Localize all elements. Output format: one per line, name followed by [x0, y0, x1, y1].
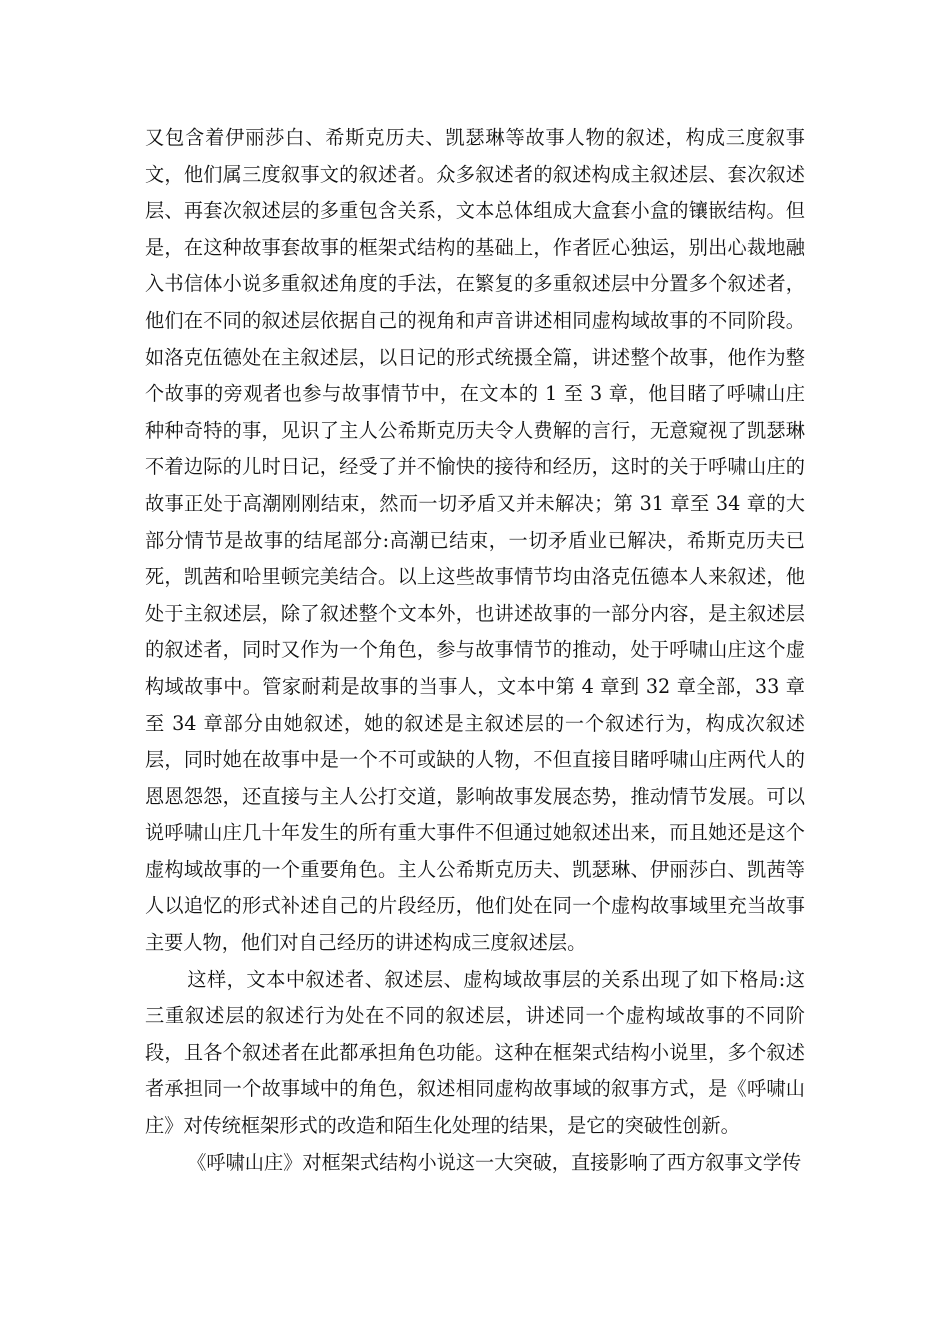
paragraph: 《呼啸山庄》对框架式结构小说这一大突破，直接影响了西方叙事文学传 [187, 1150, 802, 1174]
paragraph: 这样，文本中叙述者、叙述层、虚构域故事层的关系出现了如下格局:这三重叙述层的叙述行为处在不同的叙述层，讲述同一个虚构域故事的不同阶段，且各个叙述者在此都承担角色功能。这种在框架式结构小说里，多个叙述者承担同一个故事域中的角色，叙述相同虚构故事域的叙事方式，是《呼啸山庄》对传统框架形式的改造和陌生化处理的结果，是它的突破性创新。 [145, 967, 805, 1138]
body-text [145, 120, 805, 1181]
paragraph-continued: 又包含着伊丽莎白、希斯克历夫、凯瑟琳等故事人物的叙述，构成三度叙事文，他们属三度叙事文的叙述者。众多叙述者的叙述构成主叙述层、套次叙述层、再套次叙述层的多重包含关系，文本总体组成大盒套小盒的镶嵌结构。但是，在这种故事套故事的框架式结构的基础上，作者匠心独运，别出心裁地融入书信体小说多重叙述角度的手法，在繁复的多重叙述层中分置多个叙述者，他们在不同的叙述层依据自己的视角和声音讲述相同虚构域故事的不同阶段。如洛克伍德处在主叙述层，以日记的形式统摄全篇，讲述整个故事，他作为整个故事的旁观者也参与故事情节中，在文本的 1 至 3 章，他目睹了呼啸山庄种种奇特的事，见识了主人公希斯克历夫令人费解的言行，无意窥视了凯瑟琳不着边际的儿时日记，经受了并不愉快的接待和经历，这时的关于呼啸山庄的故事正处于高潮刚刚结束，然而一切矛盾又并未解决；第 31 章至 34 章的大部分情节是故事的结尾部分:高潮已结束，一切矛盾业已解决，希斯克历夫已死，凯茜和哈里顿完美结合。以上这些故事情节均由洛克伍德本人来叙述，他处于主叙述层，除了叙述整个文本外，也讲述故事的一部分内容，是主叙述层的叙述者，同时又作为一个角色，参与故事情节的推动，处于呼啸山庄这个虚构域故事中。管家耐莉是故事的当事人，文本中第 4 章到 32 章全部，33 章至 34 章部分由她叙述，她的叙述是主叙述层的一个叙述行为，构成次叙述层，同时她在故事中是一个不可或缺的人物，不但直接目睹呼啸山庄两代人的恩恩怨怨，还直接与主人公打交道，影响故事发展态势，推动情节发展。可以说呼啸山庄几十年发生的所有重大事件不但通过她叙述出来，而且她还是这个虚构域故事的一个重要角色。主人公希斯克历夫、凯瑟琳、伊丽莎白、凯茜等人以追忆的形式补述自己的片段经历，他们处在同一个虚构故事域里充当故事主要人物，他们对自己经历的讲述构成三度叙述层。 [145, 126, 805, 955]
